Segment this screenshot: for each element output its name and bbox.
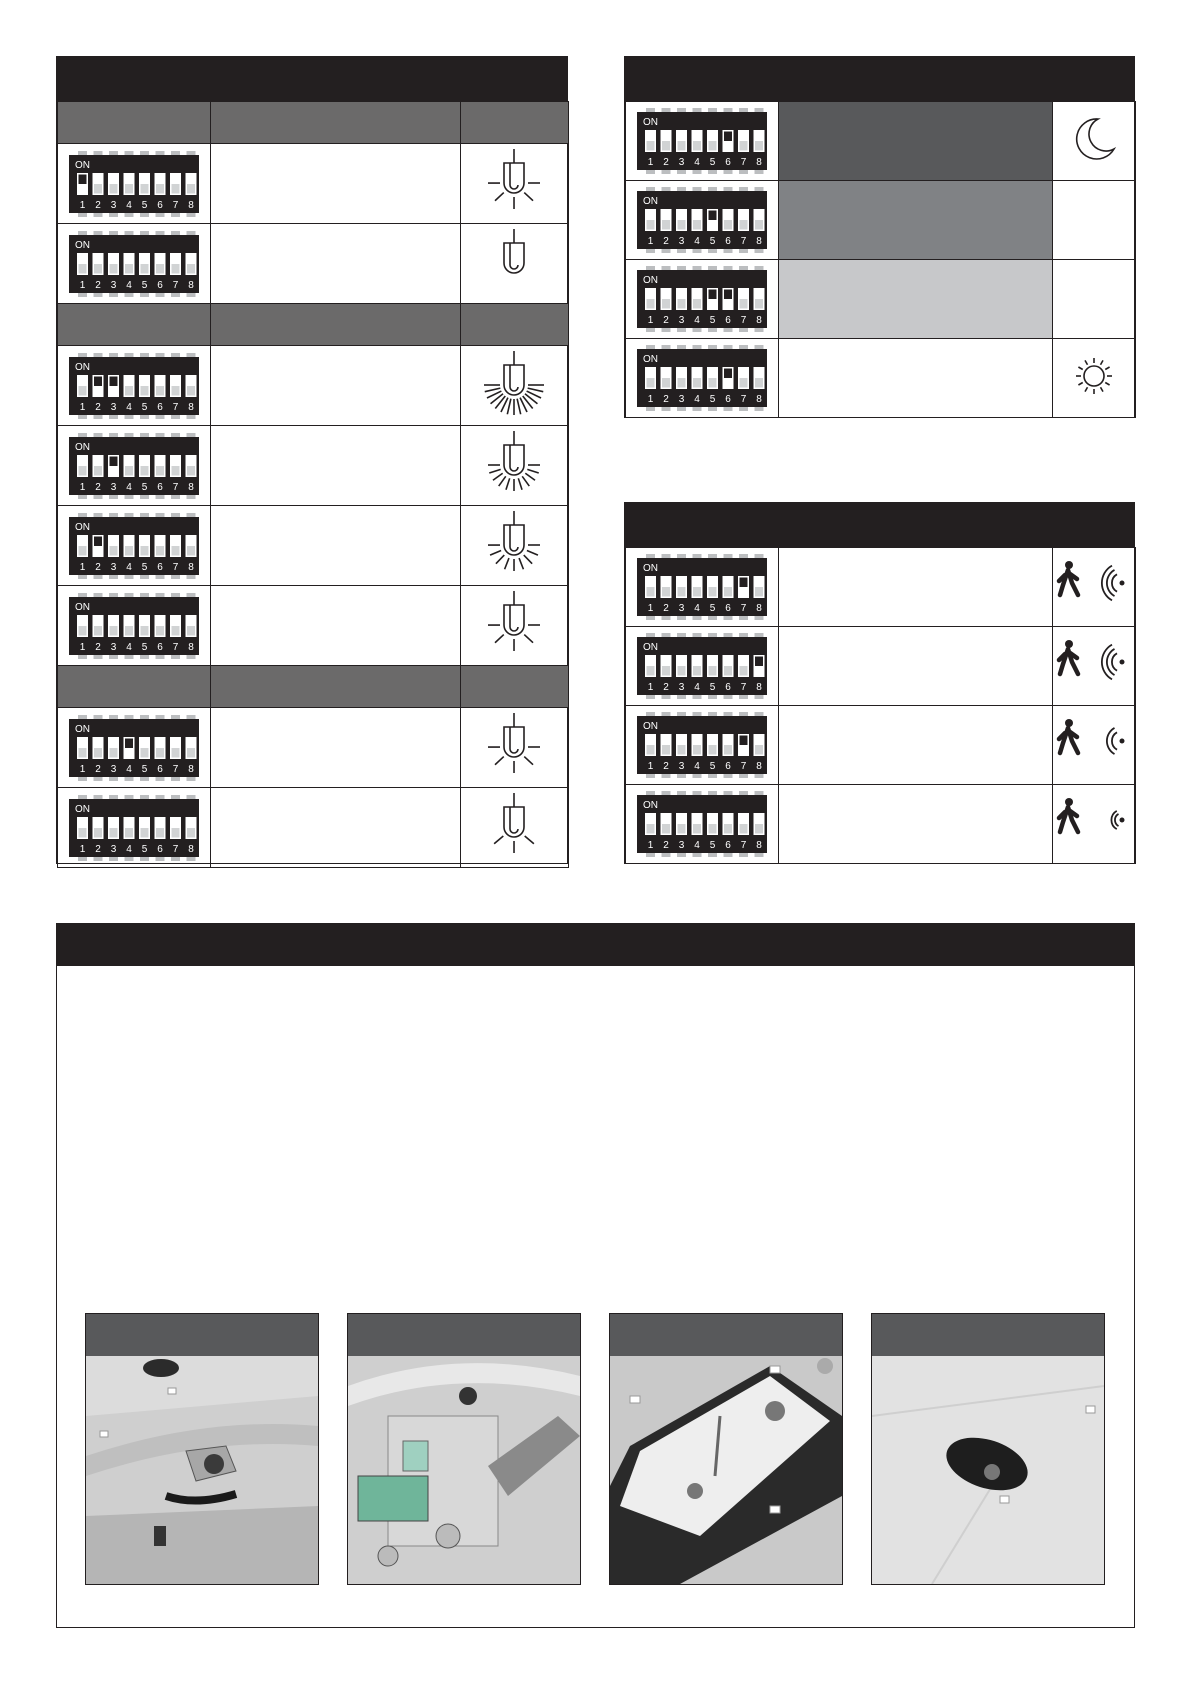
photo-led-board-image (610, 1356, 842, 1584)
dip-number-label: 1 (79, 481, 86, 493)
table-row (626, 260, 1136, 339)
dip-number-label: 4 (126, 199, 132, 211)
icon-cell (460, 506, 568, 586)
led-bulb-medium-rays-icon (474, 509, 554, 577)
table-row (626, 785, 1136, 864)
dip-number-label: 6 (725, 840, 731, 851)
table-row (626, 181, 1136, 260)
dip-number-label: 1 (647, 761, 654, 772)
dip-cell (626, 548, 779, 627)
dip-number-label: 5 (141, 481, 148, 493)
section-header-cell (58, 102, 211, 144)
dip-number-label: 1 (647, 682, 654, 693)
dip-number-label: 5 (141, 401, 148, 413)
dip-number-label: 8 (188, 481, 194, 493)
dip-cell (626, 627, 779, 706)
dip-number-label: 5 (709, 761, 716, 772)
dip-number-label: 2 (95, 401, 101, 413)
dip-number-label: 3 (678, 682, 685, 693)
dip-number-label: 7 (740, 840, 747, 851)
icon-cell (460, 144, 568, 224)
dip-number-label: 3 (678, 157, 685, 168)
dip-switch-icon (637, 345, 767, 411)
dip-number-label: 1 (79, 641, 86, 653)
dip-number-label: 2 (663, 603, 669, 614)
dip-number-label: 5 (709, 840, 716, 851)
dip-number-label: 7 (740, 315, 747, 326)
dip-switch-icon (69, 513, 199, 579)
shade-cell (779, 181, 1053, 260)
dip-number-label: 3 (110, 843, 117, 855)
dip-number-label: 7 (740, 236, 747, 247)
table-row (626, 627, 1136, 706)
table-row (58, 586, 569, 666)
description-cell (211, 144, 460, 224)
dip-number-label: 2 (663, 840, 669, 851)
dip-on-label: ON (643, 721, 659, 732)
dip-on-label: ON (75, 601, 91, 613)
dip-number-label: 8 (756, 682, 762, 693)
dip-number-label: 5 (709, 157, 716, 168)
description-cell (779, 548, 1053, 627)
photo-sensor-housing-image (86, 1356, 318, 1584)
dip-number-label: 6 (157, 481, 163, 493)
dip-number-label: 1 (647, 157, 654, 168)
icon-cell (1052, 181, 1135, 260)
section-header-cell (460, 102, 568, 144)
walker-strong-signal-icon (1056, 559, 1132, 611)
dip-number-label: 8 (188, 641, 194, 653)
photo-terminal-block-image (348, 1356, 580, 1584)
dip-number-label: 8 (188, 199, 194, 211)
dip-on-label: ON (75, 723, 91, 735)
led-bulb-standard-rays-icon (474, 711, 554, 779)
dip-number-label: 1 (647, 603, 654, 614)
dip-number-label: 2 (663, 761, 669, 772)
dip-number-label: 3 (110, 481, 117, 493)
dip-number-label: 5 (141, 843, 148, 855)
table-row (58, 346, 569, 426)
section-header-row (58, 102, 569, 144)
dip-number-label: 6 (157, 401, 163, 413)
dip-number-label: 2 (663, 236, 669, 247)
dip-number-label: 6 (157, 763, 163, 775)
dip-number-label: 3 (110, 561, 117, 573)
photo-sensor-opening-image (872, 1356, 1104, 1584)
panel-header (625, 503, 1134, 547)
description-cell (779, 627, 1053, 706)
dip-number-label: 2 (663, 682, 669, 693)
led-bulb-few-rays-icon (474, 589, 554, 657)
dip-number-label: 5 (709, 603, 716, 614)
dip-on-label: ON (75, 239, 91, 251)
dip-cell (626, 339, 779, 418)
photo-header (872, 1314, 1104, 1356)
dip-switch-icon (69, 593, 199, 659)
dip-number-label: 6 (725, 315, 731, 326)
dip-switch-icon (69, 715, 199, 781)
sensitivity-table (625, 547, 1136, 864)
dip-on-label: ON (643, 563, 659, 574)
dip-number-label: 7 (172, 763, 179, 775)
dip-number-label: 5 (709, 394, 716, 405)
table-row (626, 339, 1136, 418)
section-header-cell (211, 666, 460, 708)
panel-header (57, 57, 567, 101)
table-row (626, 706, 1136, 785)
dip-number-label: 3 (110, 279, 117, 291)
icon-cell (460, 426, 568, 506)
dip-number-label: 1 (647, 394, 654, 405)
icon-cell (460, 708, 568, 788)
dip-on-label: ON (643, 800, 659, 811)
dip-number-label: 2 (95, 279, 101, 291)
table-row (58, 788, 569, 868)
dip-cell (626, 260, 779, 339)
dip-number-label: 7 (740, 157, 747, 168)
dip-switch-icon (637, 712, 767, 778)
dip-number-label: 1 (79, 401, 86, 413)
dip-number-label: 2 (95, 481, 101, 493)
dip-switch-icon (637, 633, 767, 699)
dip-number-label: 8 (188, 279, 194, 291)
dip-cell (626, 706, 779, 785)
table-row (58, 144, 569, 224)
dip-cell (58, 346, 211, 426)
dip-number-label: 1 (79, 199, 86, 211)
dip-number-label: 4 (126, 401, 132, 413)
dip-number-label: 6 (725, 157, 731, 168)
led-bulb-off-icon (474, 227, 554, 295)
dip-number-label: 7 (172, 843, 179, 855)
icon-cell (460, 224, 568, 304)
icon-cell (1052, 627, 1135, 706)
moon-icon (1064, 109, 1124, 169)
photo-step-3 (609, 1313, 843, 1585)
dip-number-label: 5 (141, 763, 148, 775)
table-row (58, 426, 569, 506)
dip-on-label: ON (643, 275, 659, 286)
light-output-panel (56, 56, 568, 864)
dip-number-label: 4 (694, 682, 700, 693)
led-bulb-down-rays-icon (474, 791, 554, 859)
dip-number-label: 4 (126, 763, 132, 775)
dip-number-label: 8 (756, 761, 762, 772)
dip-number-label: 6 (725, 236, 731, 247)
dip-on-label: ON (643, 354, 659, 365)
table-row (58, 506, 569, 586)
dip-switch-icon (637, 554, 767, 620)
dip-number-label: 2 (95, 641, 101, 653)
dip-number-label: 7 (740, 394, 747, 405)
walker-medium-signal-icon (1056, 638, 1132, 690)
section-header-cell (460, 666, 568, 708)
dip-number-label: 3 (678, 603, 685, 614)
icon-cell (1052, 706, 1135, 785)
shade-cell (779, 339, 1053, 418)
dip-number-label: 7 (172, 641, 179, 653)
dip-on-label: ON (75, 361, 91, 373)
photo-header (86, 1314, 318, 1356)
sun-icon (1064, 346, 1124, 406)
description-cell (211, 346, 460, 426)
icon-cell (1052, 339, 1135, 418)
dip-cell (626, 785, 779, 864)
photo-header (610, 1314, 842, 1356)
dip-number-label: 2 (663, 315, 669, 326)
led-bulb-dense-rays-icon (474, 429, 554, 497)
shade-cell (779, 260, 1053, 339)
dip-cell (58, 586, 211, 666)
description-cell (211, 506, 460, 586)
dip-number-label: 2 (95, 561, 101, 573)
dip-number-label: 1 (79, 763, 86, 775)
dip-number-label: 4 (694, 157, 700, 168)
photo-step-4 (871, 1313, 1105, 1585)
dip-switch-icon (69, 231, 199, 297)
dip-number-label: 3 (678, 761, 685, 772)
dip-number-label: 4 (126, 641, 132, 653)
dip-number-label: 6 (725, 603, 731, 614)
icon-cell (1052, 785, 1135, 864)
dip-number-label: 3 (110, 641, 117, 653)
dip-number-label: 1 (79, 561, 86, 573)
photo-step-1 (85, 1313, 319, 1585)
dip-number-label: 2 (663, 394, 669, 405)
dip-number-label: 8 (756, 840, 762, 851)
section-header-cell (211, 102, 460, 144)
dip-on-label: ON (643, 196, 659, 207)
daylight-panel (624, 56, 1135, 418)
dip-switch-icon (69, 795, 199, 861)
table-row (58, 224, 569, 304)
dip-on-label: ON (75, 441, 91, 453)
dip-number-label: 7 (172, 481, 179, 493)
dip-cell (626, 181, 779, 260)
dip-number-label: 5 (709, 315, 716, 326)
dip-cell (58, 506, 211, 586)
dip-on-label: ON (75, 159, 91, 171)
dip-number-label: 1 (647, 236, 654, 247)
daylight-table (625, 101, 1136, 418)
panel-header (57, 924, 1134, 966)
section-header-row (58, 666, 569, 708)
dip-number-label: 8 (188, 561, 194, 573)
dip-number-label: 8 (756, 394, 762, 405)
section-header-cell (58, 666, 211, 708)
dip-on-label: ON (643, 642, 659, 653)
dip-number-label: 8 (756, 236, 762, 247)
dip-number-label: 7 (172, 279, 179, 291)
dip-number-label: 6 (157, 843, 163, 855)
dip-number-label: 8 (756, 315, 762, 326)
dip-number-label: 2 (663, 157, 669, 168)
led-bulb-many-rays-icon (474, 349, 554, 417)
description-cell (779, 706, 1053, 785)
dip-number-label: 4 (694, 840, 700, 851)
dip-number-label: 7 (172, 561, 179, 573)
dip-number-label: 4 (694, 236, 700, 247)
dip-number-label: 4 (126, 561, 132, 573)
description-cell (211, 708, 460, 788)
dip-number-label: 6 (157, 279, 163, 291)
led-bulb-standard-rays-icon (474, 147, 554, 215)
dip-number-label: 4 (694, 394, 700, 405)
dip-number-label: 3 (678, 236, 685, 247)
dip-number-label: 7 (740, 682, 747, 693)
light-output-table (57, 101, 569, 868)
dip-number-label: 6 (725, 761, 731, 772)
dip-number-label: 7 (740, 603, 747, 614)
dip-number-label: 8 (188, 401, 194, 413)
dip-cell (58, 426, 211, 506)
icon-cell (1052, 548, 1135, 627)
table-row (58, 708, 569, 788)
description-cell (211, 586, 460, 666)
dip-number-label: 6 (725, 394, 731, 405)
dip-number-label: 6 (157, 561, 163, 573)
dip-number-label: 6 (725, 682, 731, 693)
photo-header (348, 1314, 580, 1356)
dip-switch-icon (637, 266, 767, 332)
dip-switch-icon (637, 791, 767, 857)
dip-switch-icon (69, 353, 199, 419)
dip-number-label: 5 (709, 236, 716, 247)
dip-number-label: 8 (756, 157, 762, 168)
dip-number-label: 1 (647, 315, 654, 326)
dip-number-label: 2 (95, 843, 101, 855)
icon-cell (1052, 102, 1135, 181)
dip-number-label: 8 (188, 763, 194, 775)
dip-number-label: 4 (694, 315, 700, 326)
dip-number-label: 3 (110, 199, 117, 211)
dip-number-label: 5 (141, 279, 148, 291)
dip-cell (58, 224, 211, 304)
dip-switch-icon (69, 151, 199, 217)
photo-step-2 (347, 1313, 581, 1585)
dip-number-label: 4 (126, 843, 132, 855)
dip-number-label: 1 (79, 279, 86, 291)
section-header-cell (58, 304, 211, 346)
dip-number-label: 5 (141, 199, 148, 211)
dip-number-label: 7 (172, 401, 179, 413)
dip-number-label: 4 (694, 761, 700, 772)
dip-number-label: 7 (740, 761, 747, 772)
description-cell (211, 224, 460, 304)
dip-number-label: 6 (157, 641, 163, 653)
dip-number-label: 6 (157, 199, 163, 211)
dip-number-label: 8 (756, 603, 762, 614)
sensitivity-panel (624, 502, 1135, 864)
dip-number-label: 4 (126, 481, 132, 493)
walker-low-signal-icon (1056, 717, 1132, 769)
dip-number-label: 7 (172, 199, 179, 211)
dip-cell (58, 708, 211, 788)
table-row (626, 548, 1136, 627)
section-header-row (58, 304, 569, 346)
dip-cell (58, 788, 211, 868)
icon-cell (460, 788, 568, 868)
panel-header (625, 57, 1134, 101)
walker-weak-signal-icon (1056, 796, 1132, 848)
dip-switch-icon (69, 433, 199, 499)
dip-number-label: 3 (678, 315, 685, 326)
icon-cell (460, 586, 568, 666)
dip-number-label: 5 (709, 682, 716, 693)
section-header-cell (460, 304, 568, 346)
dip-number-label: 2 (95, 763, 101, 775)
section-header-cell (211, 304, 460, 346)
table-row (626, 102, 1136, 181)
description-cell (211, 426, 460, 506)
dip-number-label: 3 (110, 763, 117, 775)
dip-number-label: 5 (141, 561, 148, 573)
dip-number-label: 8 (188, 843, 194, 855)
dip-number-label: 3 (678, 840, 685, 851)
dip-number-label: 4 (126, 279, 132, 291)
dip-number-label: 4 (694, 603, 700, 614)
dip-switch-icon (637, 108, 767, 174)
icon-cell (460, 346, 568, 426)
dip-number-label: 3 (110, 401, 117, 413)
shade-cell (779, 102, 1053, 181)
description-cell (779, 785, 1053, 864)
dip-number-label: 1 (79, 843, 86, 855)
dip-number-label: 3 (678, 394, 685, 405)
dip-on-label: ON (75, 803, 91, 815)
dip-switch-icon (637, 187, 767, 253)
dip-on-label: ON (75, 521, 91, 533)
dip-number-label: 1 (647, 840, 654, 851)
icon-cell (1052, 260, 1135, 339)
description-cell (211, 788, 460, 868)
dip-on-label: ON (643, 117, 659, 128)
dip-number-label: 2 (95, 199, 101, 211)
dip-cell (58, 144, 211, 224)
dip-cell (626, 102, 779, 181)
dip-number-label: 5 (141, 641, 148, 653)
